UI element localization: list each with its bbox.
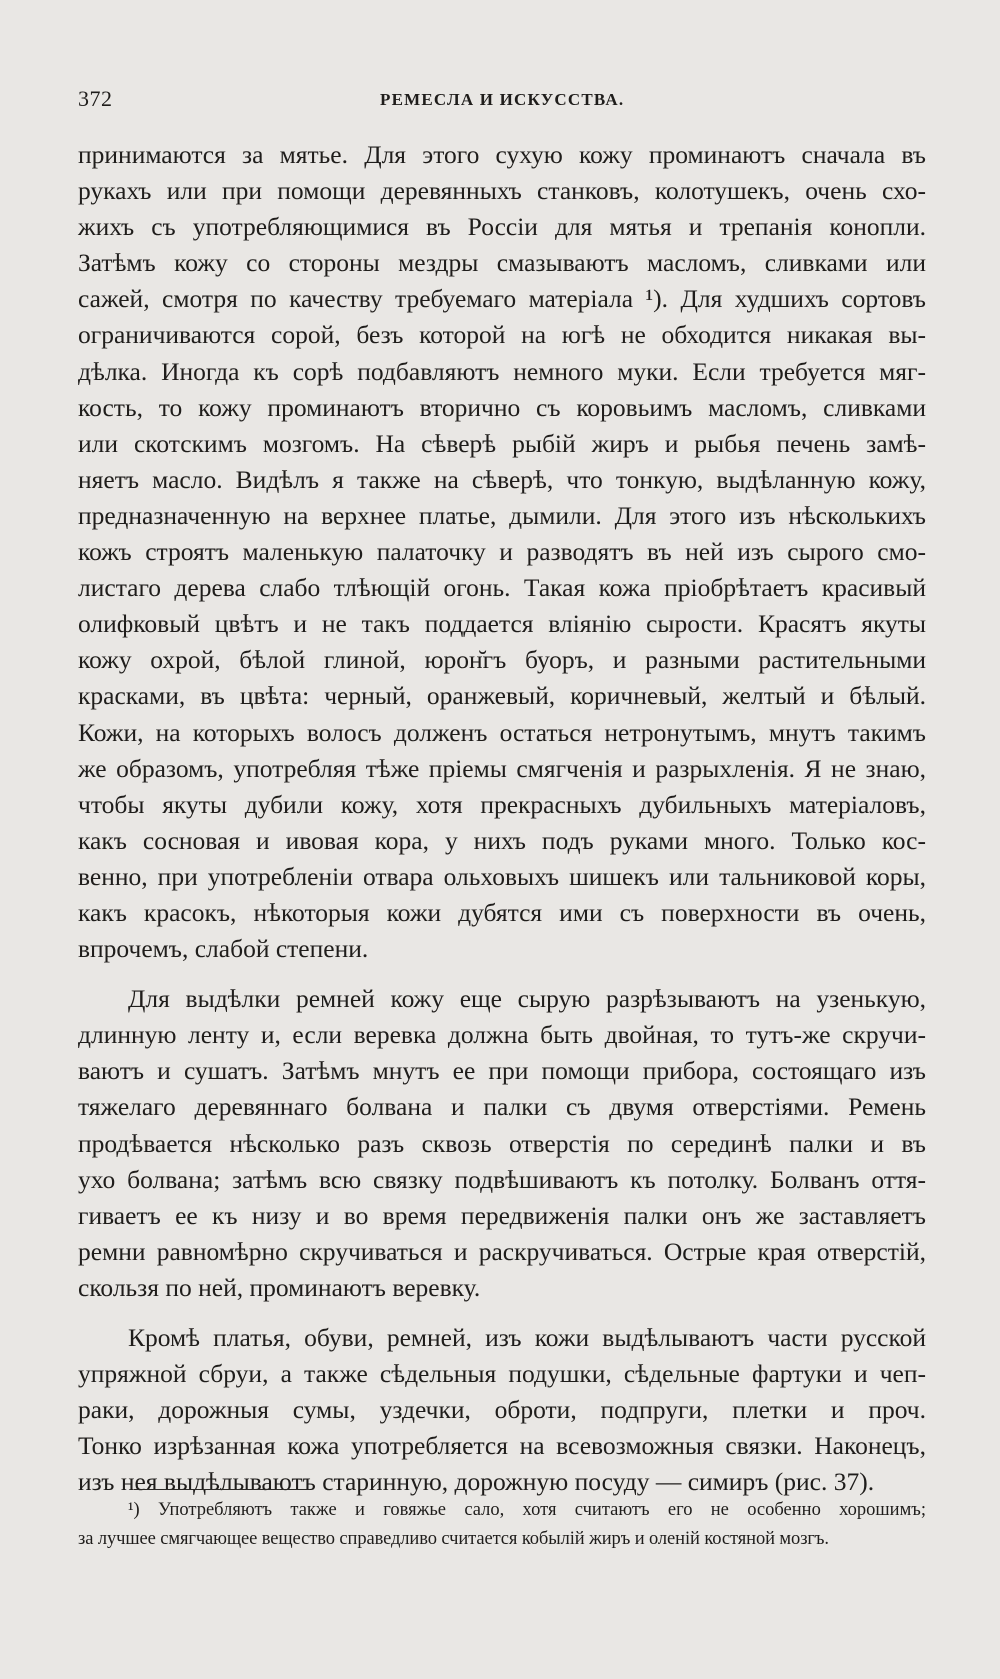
text-line: или скотскимъ мозгомъ. На сѣверѣ рыбій жиръ и рыбья печень замѣ- <box>78 428 926 458</box>
text-line: дѣлка. Иногда къ сорѣ подбавляютъ немного муки. Если требуется мяг- <box>78 356 926 386</box>
text-line: няетъ масло. Видѣлъ я также на сѣверѣ, что тонкую, выдѣланную кожу, <box>78 464 926 494</box>
paragraph-3 <box>78 1320 926 1500</box>
page-header <box>78 86 938 116</box>
text-line: упряжной сбруи, а также сѣдельныя подушки, сѣдельные фартуки и чеп- <box>78 1359 926 1389</box>
text-line: кость, то кожу проминаютъ вторично съ коровьимъ масломъ, сливками <box>78 392 926 422</box>
footnote-line: за лучшее смягчающее вещество справедливо считается кобылій жиръ и оленій костяной мозгъ. <box>78 1529 829 1549</box>
text-line: же образомъ, употребляя тѣже пріемы смягченія и разрыхленія. Я не знаю, <box>78 753 926 783</box>
text-line: ваютъ и сушатъ. Затѣмъ мнутъ ее при помощи прибора, состоящаго изъ <box>78 1056 926 1086</box>
text-line: ремни равномѣрно скручиваться и раскручиваться. Острые края отверстій, <box>78 1236 926 1266</box>
text-line: гиваетъ ее къ низу и во время передвиженія палки онъ же заставляетъ <box>78 1200 926 1230</box>
text-line: принимаются за мятье. Для этого сухую кожу проминаютъ сначала въ <box>78 140 926 169</box>
text-line: изъ нея выдѣлываютъ старинную, дорожную посуду — симиръ (рис. 37). <box>78 1467 875 1497</box>
page-number: 372 <box>78 86 113 111</box>
text-line: ограничиваются сорой, безъ которой на югѣ не обходится никакая вы- <box>78 320 926 350</box>
text-line: раки, дорожныя сумы, уздечки, оброти, подпруги, плетки и проч. <box>78 1395 926 1425</box>
text-line: ухо болвана; затѣмъ всю связку подвѣшиваютъ къ потолку. Болванъ оття- <box>78 1164 926 1194</box>
text-line: Тонко изрѣзанная кожа употребляется на всевозможныя связки. Наконецъ, <box>78 1431 926 1461</box>
text-line: венно, при употребленіи отвара ольховыхъ шишекъ или тальниковой коры, <box>78 861 926 891</box>
footnote-line: ¹) Употребляютъ также и говяжье сало, хотя считаютъ его не особенно хорошимъ; <box>128 1500 926 1520</box>
text-line: предназначенную на верхнее платье, дымили. Для этого изъ нѣсколькихъ <box>78 500 926 530</box>
text-line: тяжелаго деревяннаго болвана и палки съ двумя отверстіями. Ремень <box>78 1092 926 1122</box>
text-line: какъ красокъ, нѣкоторыя кожи дубятся ими съ поверхности въ очень, <box>78 897 926 927</box>
text-line: Кожи, на которыхъ волосъ долженъ остаться нетронутымъ, мнутъ такимъ <box>78 717 926 747</box>
paragraph-2 <box>78 981 926 1306</box>
text-line: рукахъ или при помощи деревянныхъ станковъ, колотушекъ, очень схо- <box>78 176 926 206</box>
text-line: листаго дерева слабо тлѣющій огонь. Такая кожа пріобрѣтаетъ красивый <box>78 573 926 603</box>
text-line: чтобы якуты дубили кожу, хотя прекрасныхъ дубильныхъ матеріаловъ, <box>78 789 926 819</box>
text-line: длинную ленту и, если веревка должна быть двойная, то тутъ-же скручи- <box>78 1020 926 1050</box>
text-line: кожъ строятъ маленькую палаточку и разводятъ въ ней изъ сырого смо- <box>78 537 926 567</box>
running-head: РЕМЕСЛА И ИСКУССТВА. <box>380 90 625 109</box>
footnote-rule <box>134 1489 310 1490</box>
text-line: кожу охрой, бѣлой глиной, юрон̆гъ буоръ, и разными растительными <box>78 645 926 675</box>
text-line: Кромѣ платья, обуви, ремней, изъ кожи выдѣлываютъ части русской <box>128 1323 926 1352</box>
text-line: сажей, смотря по качеству требуемаго матеріала ¹). Для худшихъ сортовъ <box>78 284 926 314</box>
text-line: Затѣмъ кожу со стороны мездры смазываютъ масломъ, сливками или <box>78 248 926 278</box>
text-line: впрочемъ, слабой степени. <box>78 934 369 964</box>
text-line: скользя по ней, проминаютъ веревку. <box>78 1272 481 1302</box>
text-line: жихъ съ употребляющимися въ Россіи для мятья и трепанія конопли. <box>78 212 926 242</box>
text-line: какъ сосновая и ивовая кора, у нихъ подъ руками много. Только кос- <box>78 825 926 855</box>
text-line: красками, въ цвѣта: черный, оранжевый, коричневый, желтый и бѣлый. <box>78 681 926 711</box>
text-line: олифковый цвѣтъ и не такъ поддается вліянію сырости. Красятъ якуты <box>78 609 926 639</box>
text-line: продѣвается нѣсколько разъ сквозь отверстія по серединѣ палки и въ <box>78 1128 926 1158</box>
footnote <box>78 1496 926 1554</box>
text-line: Для выдѣлки ремней кожу еще сырую разрѣзываютъ на узенькую, <box>128 984 926 1014</box>
paragraph-1 <box>78 137 926 967</box>
body-text <box>78 137 926 1500</box>
